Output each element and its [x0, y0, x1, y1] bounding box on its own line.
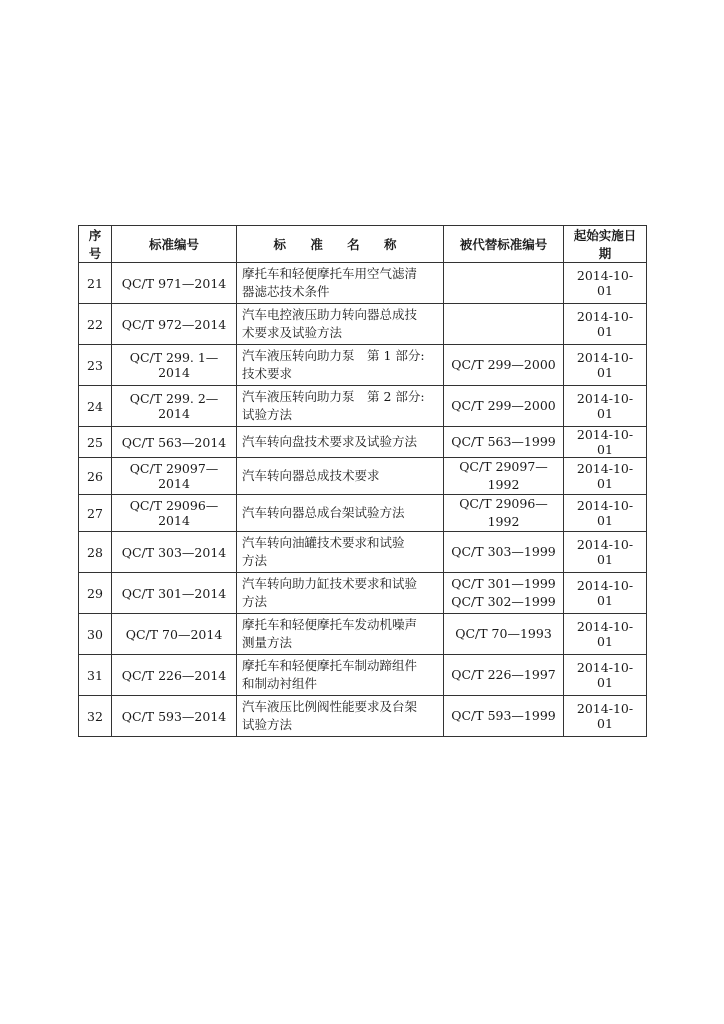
header-serial-number: 序号 — [79, 226, 112, 263]
cell-effective-date: 2014-10-01 — [564, 532, 647, 573]
cell-standard-code: QC/T 29096—2014 — [112, 495, 237, 532]
standard-name-line: 方法 — [242, 553, 268, 568]
cell-standard-name — [237, 345, 444, 386]
standard-name-line: 汽车转向油罐技术要求和试验 — [242, 535, 405, 550]
cell-effective-date: 2014-10-01 — [564, 458, 647, 495]
cell-standard-name — [237, 655, 444, 696]
replaced-standard-code: QC/T 593—1999 — [451, 708, 556, 723]
replaced-standard-code: QC/T 299—2000 — [451, 357, 556, 372]
cell-standard-code: QC/T 299. 1—2014 — [112, 345, 237, 386]
cell-effective-date: 2014-10-01 — [564, 427, 647, 458]
cell-standard-code: QC/T 593—2014 — [112, 696, 237, 737]
replaced-standard-code: QC/T 563—1999 — [451, 434, 556, 449]
cell-standard-code: QC/T 299. 2—2014 — [112, 386, 237, 427]
replaced-standard-code: QC/T 301—1999 — [451, 576, 556, 591]
cell-serial-number: 29 — [79, 573, 112, 614]
cell-standard-name — [237, 427, 444, 458]
cell-standard-code: QC/T 70—2014 — [112, 614, 237, 655]
cell-replaced-standard — [444, 458, 564, 495]
cell-effective-date: 2014-10-01 — [564, 573, 647, 614]
cell-effective-date: 2014-10-01 — [564, 304, 647, 345]
cell-standard-name — [237, 495, 444, 532]
standard-name-line: 技术要求 — [242, 366, 293, 381]
cell-serial-number: 25 — [79, 427, 112, 458]
standard-name-line: 汽车转向盘技术要求及试验方法 — [242, 434, 418, 449]
cell-standard-name — [237, 458, 444, 495]
cell-serial-number: 22 — [79, 304, 112, 345]
standard-name-line: 汽车转向器总成台架试验方法 — [242, 505, 405, 520]
cell-standard-name — [237, 263, 444, 304]
cell-standard-code: QC/T 972—2014 — [112, 304, 237, 345]
standard-name-line: 试验方法 — [242, 407, 293, 422]
cell-replaced-standard — [444, 614, 564, 655]
cell-effective-date: 2014-10-01 — [564, 614, 647, 655]
standard-name-line: 摩托车和轻便摩托车发动机噪声 — [242, 617, 418, 632]
cell-standard-name — [237, 696, 444, 737]
cell-serial-number: 32 — [79, 696, 112, 737]
replaced-standard-code: QC/T 29096—1992 — [459, 496, 548, 529]
cell-replaced-standard — [444, 386, 564, 427]
standard-name-line: 试验方法 — [242, 717, 293, 732]
cell-standard-code: QC/T 303—2014 — [112, 532, 237, 573]
table-row — [79, 614, 647, 655]
cell-serial-number: 27 — [79, 495, 112, 532]
table-row — [79, 386, 647, 427]
table-row — [79, 532, 647, 573]
cell-serial-number: 31 — [79, 655, 112, 696]
replaced-standard-code: QC/T 70—1993 — [455, 626, 552, 641]
standard-name-line: 和制动衬组件 — [242, 676, 318, 691]
standard-name-line: 汽车转向助力缸技术要求和试验 — [242, 576, 418, 591]
cell-standard-name — [237, 614, 444, 655]
cell-standard-name — [237, 532, 444, 573]
standard-name-line: 器滤芯技术条件 — [242, 284, 330, 299]
table-row — [79, 458, 647, 495]
cell-effective-date: 2014-10-01 — [564, 386, 647, 427]
cell-standard-name — [237, 304, 444, 345]
cell-standard-code: QC/T 301—2014 — [112, 573, 237, 614]
standard-name-line: 测量方法 — [242, 635, 293, 650]
table-body — [79, 263, 647, 737]
cell-replaced-standard — [444, 655, 564, 696]
cell-serial-number: 21 — [79, 263, 112, 304]
cell-standard-name — [237, 386, 444, 427]
table-row — [79, 304, 647, 345]
cell-standard-code: QC/T 563—2014 — [112, 427, 237, 458]
header-standard-code: 标准编号 — [112, 226, 237, 263]
cell-replaced-standard — [444, 696, 564, 737]
cell-replaced-standard — [444, 532, 564, 573]
table-row — [79, 345, 647, 386]
table-row — [79, 495, 647, 532]
standards-table — [78, 225, 647, 737]
cell-replaced-standard — [444, 573, 564, 614]
standard-name-line: 方法 — [242, 594, 268, 609]
table-row — [79, 573, 647, 614]
cell-effective-date: 2014-10-01 — [564, 263, 647, 304]
standard-name-line: 汽车转向器总成技术要求 — [242, 468, 380, 483]
cell-effective-date: 2014-10-01 — [564, 696, 647, 737]
standard-name-line: 汽车电控液压助力转向器总成技 — [242, 307, 418, 322]
cell-replaced-standard — [444, 427, 564, 458]
table-row — [79, 696, 647, 737]
standard-name-line: 汽车液压转向助力泵 第 1 部分: — [242, 348, 425, 363]
replaced-standard-code: QC/T 303—1999 — [451, 544, 556, 559]
replaced-standard-code: QC/T 302—1999 — [451, 594, 556, 609]
standard-name-line: 汽车液压转向助力泵 第 2 部分: — [242, 389, 425, 404]
cell-effective-date: 2014-10-01 — [564, 495, 647, 532]
cell-standard-code: QC/T 29097—2014 — [112, 458, 237, 495]
cell-serial-number: 26 — [79, 458, 112, 495]
cell-replaced-standard — [444, 345, 564, 386]
standard-name-line: 摩托车和轻便摩托车用空气滤清 — [242, 266, 418, 281]
table-header — [79, 226, 647, 263]
standard-name-line: 摩托车和轻便摩托车制动蹄组件 — [242, 658, 418, 673]
table-row — [79, 427, 647, 458]
cell-replaced-standard — [444, 304, 564, 345]
cell-standard-code: QC/T 226—2014 — [112, 655, 237, 696]
cell-standard-code: QC/T 971—2014 — [112, 263, 237, 304]
standard-name-line: 汽车液压比例阀性能要求及台架 — [242, 699, 418, 714]
cell-serial-number: 24 — [79, 386, 112, 427]
replaced-standard-code: QC/T 299—2000 — [451, 398, 556, 413]
cell-replaced-standard — [444, 495, 564, 532]
cell-effective-date: 2014-10-01 — [564, 655, 647, 696]
header-standard-name: 标 准 名 称 — [237, 226, 444, 263]
table-row — [79, 655, 647, 696]
table-row — [79, 263, 647, 304]
cell-replaced-standard — [444, 263, 564, 304]
cell-standard-name — [237, 573, 444, 614]
cell-serial-number: 30 — [79, 614, 112, 655]
header-effective-date: 起始实施日期 — [564, 226, 647, 263]
replaced-standard-code: QC/T 29097—1992 — [459, 459, 548, 492]
replaced-standard-code: QC/T 226—1997 — [451, 667, 556, 682]
cell-effective-date: 2014-10-01 — [564, 345, 647, 386]
standard-name-line: 术要求及试验方法 — [242, 325, 343, 340]
cell-serial-number: 28 — [79, 532, 112, 573]
header-replaced-standard: 被代替标准编号 — [444, 226, 564, 263]
cell-serial-number: 23 — [79, 345, 112, 386]
